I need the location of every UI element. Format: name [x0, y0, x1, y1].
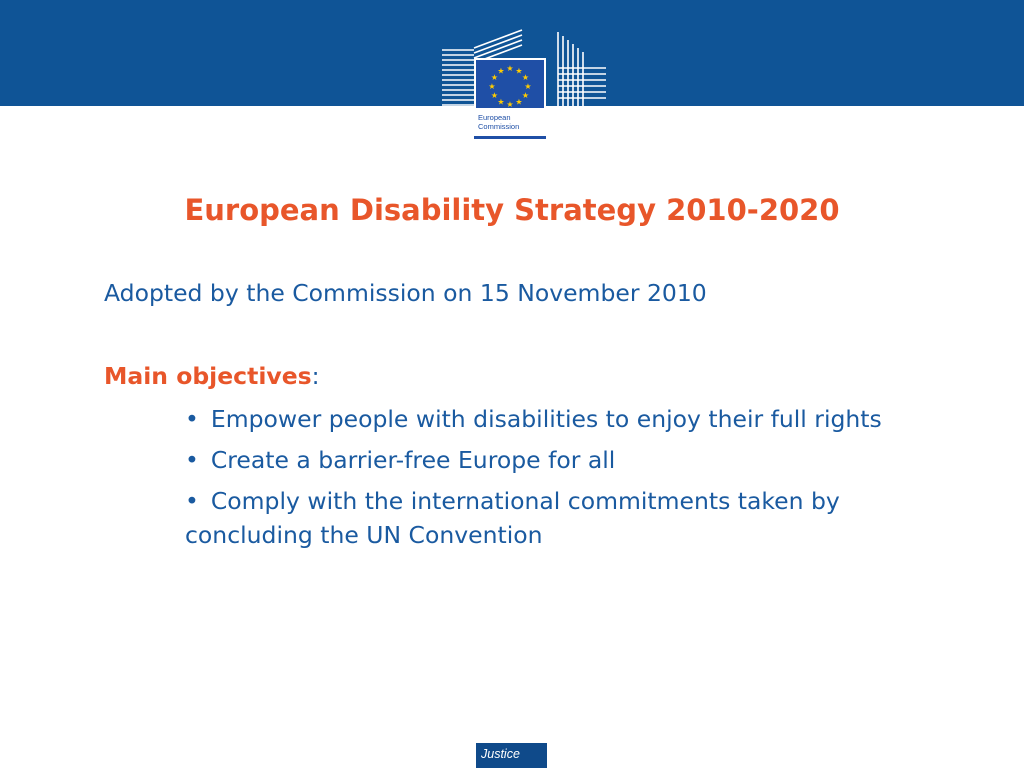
objectives-colon: : [311, 362, 320, 390]
svg-text:★: ★ [515, 66, 523, 76]
svg-text:★: ★ [521, 73, 530, 82]
svg-text:★: ★ [488, 82, 496, 91]
objectives-list [185, 402, 905, 559]
bullet-icon: • [185, 446, 199, 474]
svg-text:Commission: Commission [478, 122, 520, 131]
svg-text:★: ★ [506, 64, 514, 73]
list-item [185, 484, 905, 552]
svg-text:★: ★ [524, 82, 532, 91]
svg-text:★: ★ [490, 91, 499, 100]
justice-badge-label: Justice [481, 747, 520, 761]
bullet-icon: • [185, 405, 199, 433]
objective-text: Empower people with disabilities to enjoy their full rights [210, 405, 882, 433]
justice-badge [476, 743, 547, 768]
svg-text:★: ★ [506, 100, 514, 109]
svg-text:★: ★ [497, 66, 505, 76]
slide-title: European Disability Strategy 2010-2020 [184, 193, 840, 227]
bullet-icon: • [185, 487, 199, 515]
svg-text:★: ★ [490, 73, 499, 82]
list-item [185, 443, 905, 477]
objective-text: Create a barrier-free Europe for all [210, 446, 616, 474]
svg-text:★: ★ [515, 97, 523, 107]
adoption-date-text: Adopted by the Commission on 15 November 2010 [104, 279, 707, 307]
objective-text: Comply with the international commitments taken by concluding the UN Convention [185, 487, 840, 549]
svg-text:★: ★ [521, 91, 530, 100]
objectives-heading [104, 362, 320, 390]
svg-text:European: European [478, 113, 511, 122]
european-commission-logo [440, 28, 608, 144]
objectives-label: Main objectives [104, 362, 312, 390]
svg-text:★: ★ [497, 97, 505, 107]
list-item [185, 402, 905, 436]
